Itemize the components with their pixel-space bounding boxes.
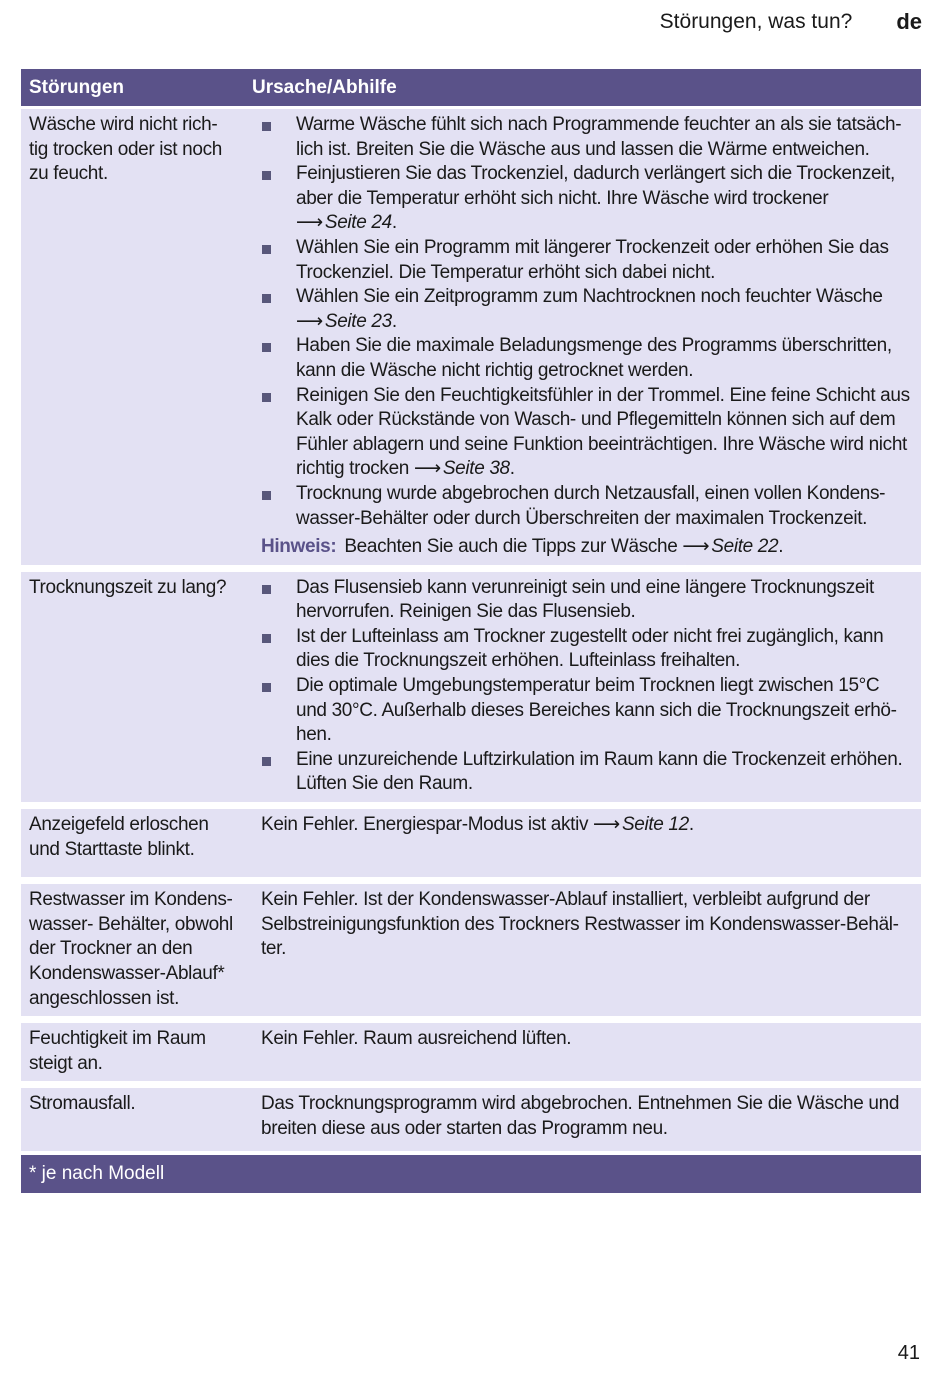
- table-row: [21, 1088, 921, 1150]
- cause-cell: Das Trocknungsprogramm wird abgebrochen. Entnehmen Sie die Wäsche und breiten diese aus oder starten das Programm neu.: [261, 1093, 900, 1139]
- page-reference: Seite 23: [324, 310, 392, 332]
- problem-cell: Anzeigefeld erloschen und Starttaste blinkt.: [29, 814, 209, 860]
- page-number: 41: [897, 1342, 920, 1364]
- table-row: [21, 109, 921, 565]
- language-code: de: [896, 9, 922, 34]
- arrow-right-icon: ⟶: [296, 310, 323, 332]
- problem-cell: Stromausfall.: [29, 1093, 136, 1115]
- table-header: [21, 69, 921, 106]
- cause-cell: [244, 109, 921, 565]
- list-item: Das Flusensieb kann verunreinigt sein und eine längere Trocknungszeit hervorrufen. Reinigen Sie das Flusensieb.: [261, 576, 911, 625]
- table-footnote: * je nach Modell: [21, 1155, 921, 1193]
- cause-cell: Kein Fehler. Ist der Kondenswasser-Ablauf installiert, verbleibt aufgrund der Selbstreinigungsfunktion des Trockners Restwasser im Kondenswasser-Behäl-ter.: [261, 889, 899, 960]
- problem-cell: Wäsche wird nicht rich-tig trocken oder ist noch zu feucht.: [29, 114, 222, 185]
- bullet-list: [261, 576, 911, 797]
- table-row: [21, 884, 921, 1016]
- arrow-right-icon: ⟶: [296, 212, 323, 234]
- cause-cell: Kein Fehler. Raum ausreichend lüften.: [261, 1028, 572, 1050]
- table-row: [21, 572, 921, 802]
- troubleshooting-table: [21, 69, 921, 1193]
- list-item: Warme Wäsche fühlt sich nach Programmende feuchter an als sie tatsäch-lich ist. Breiten Sie die Wäsche aus und lassen die Wärme entweichen.: [261, 113, 911, 162]
- column-header-cause: Ursache/Abhilfe: [252, 76, 397, 98]
- list-item: Wählen Sie ein Programm mit längerer Trockenzeit oder erhöhen Sie das Trockenziel. Die Temperatur erhöht sich dabei nicht.: [261, 236, 911, 285]
- problem-cell: Feuchtigkeit im Raum steigt an.: [29, 1028, 206, 1074]
- arrow-right-icon: ⟶: [593, 814, 620, 836]
- bullet-list: [261, 113, 911, 531]
- list-item: Ist der Lufteinlass am Trockner zugestellt oder nicht frei zugänglich, kann dies die Trocknungszeit erhöhen. Lufteinlass freihalten.: [261, 625, 911, 674]
- page-reference: Seite 12: [621, 814, 689, 836]
- page-reference: Seite 22: [711, 536, 779, 558]
- arrow-right-icon: ⟶: [413, 458, 441, 480]
- list-item: Reinigen Sie den Feuchtigkeitsfühler in der Trommel. Eine feine Schicht aus Kalk oder Rückstände von Wasch- und Pflegemitteln können sich auf dem Fühler ablagern und seine Funktion beeinträchtigen. Ihre Wäsche wird nicht richtig trocken ⟶ Seite 38.: [261, 384, 911, 482]
- table-row: [21, 809, 921, 877]
- list-item: Trocknung wurde abgebrochen durch Netzausfall, einen vollen Kondens-wasser-Behälter oder durch Überschreiten der maximalen Trockenzeit.: [261, 482, 911, 531]
- cause-cell: [244, 572, 921, 802]
- note: Hinweis: Beachten Sie auch die Tipps zur Wäsche ⟶ Seite 22.: [261, 535, 911, 560]
- header-title: Störungen, was tun?: [659, 10, 853, 33]
- table-row: [21, 1023, 921, 1081]
- list-item: Die optimale Umgebungstemperatur beim Trocknen liegt zwischen 15°C und 30°C. Außerhalb dieses Bereiches kann sich die Trocknungszeit erhö-hen.: [261, 674, 911, 748]
- note-text: Beachten Sie auch die Tipps zur Wäsche: [344, 536, 678, 558]
- problem-cell: Restwasser im Kondens-wasser- Behälter, obwohl der Trockner an den Kondenswasser-Ablauf* angeschlossen ist.: [29, 889, 233, 1009]
- page-header: [660, 6, 922, 38]
- list-item: Wählen Sie ein Zeitprogramm zum Nachtrocknen noch feuchter Wäsche ⟶ Seite 23.: [261, 285, 911, 334]
- cause-cell: Kein Fehler. Energiespar-Modus ist aktiv ⟶ Seite 12.: [244, 809, 921, 867]
- page-reference: Seite 24: [324, 212, 392, 234]
- list-item: Eine unzureichende Luftzirkulation im Raum kann die Trockenzeit erhöhen. Lüften Sie den Raum.: [261, 748, 911, 797]
- problem-cell: Trocknungszeit zu lang?: [29, 576, 227, 598]
- list-item: Feinjustieren Sie das Trockenziel, dadurch verlängert sich die Trockenzeit, aber die Temperatur erhöht sich nicht. Ihre Wäsche wird trockener ⟶ Seite 24.: [261, 162, 911, 236]
- note-label: Hinweis:: [261, 536, 337, 558]
- page-reference: Seite 38: [442, 458, 510, 480]
- arrow-right-icon: ⟶: [682, 536, 710, 558]
- list-item: Haben Sie die maximale Beladungsmenge des Programms überschritten, kann die Wäsche nicht richtig getrocknet werden.: [261, 334, 911, 383]
- column-header-problem: Störungen: [29, 76, 124, 98]
